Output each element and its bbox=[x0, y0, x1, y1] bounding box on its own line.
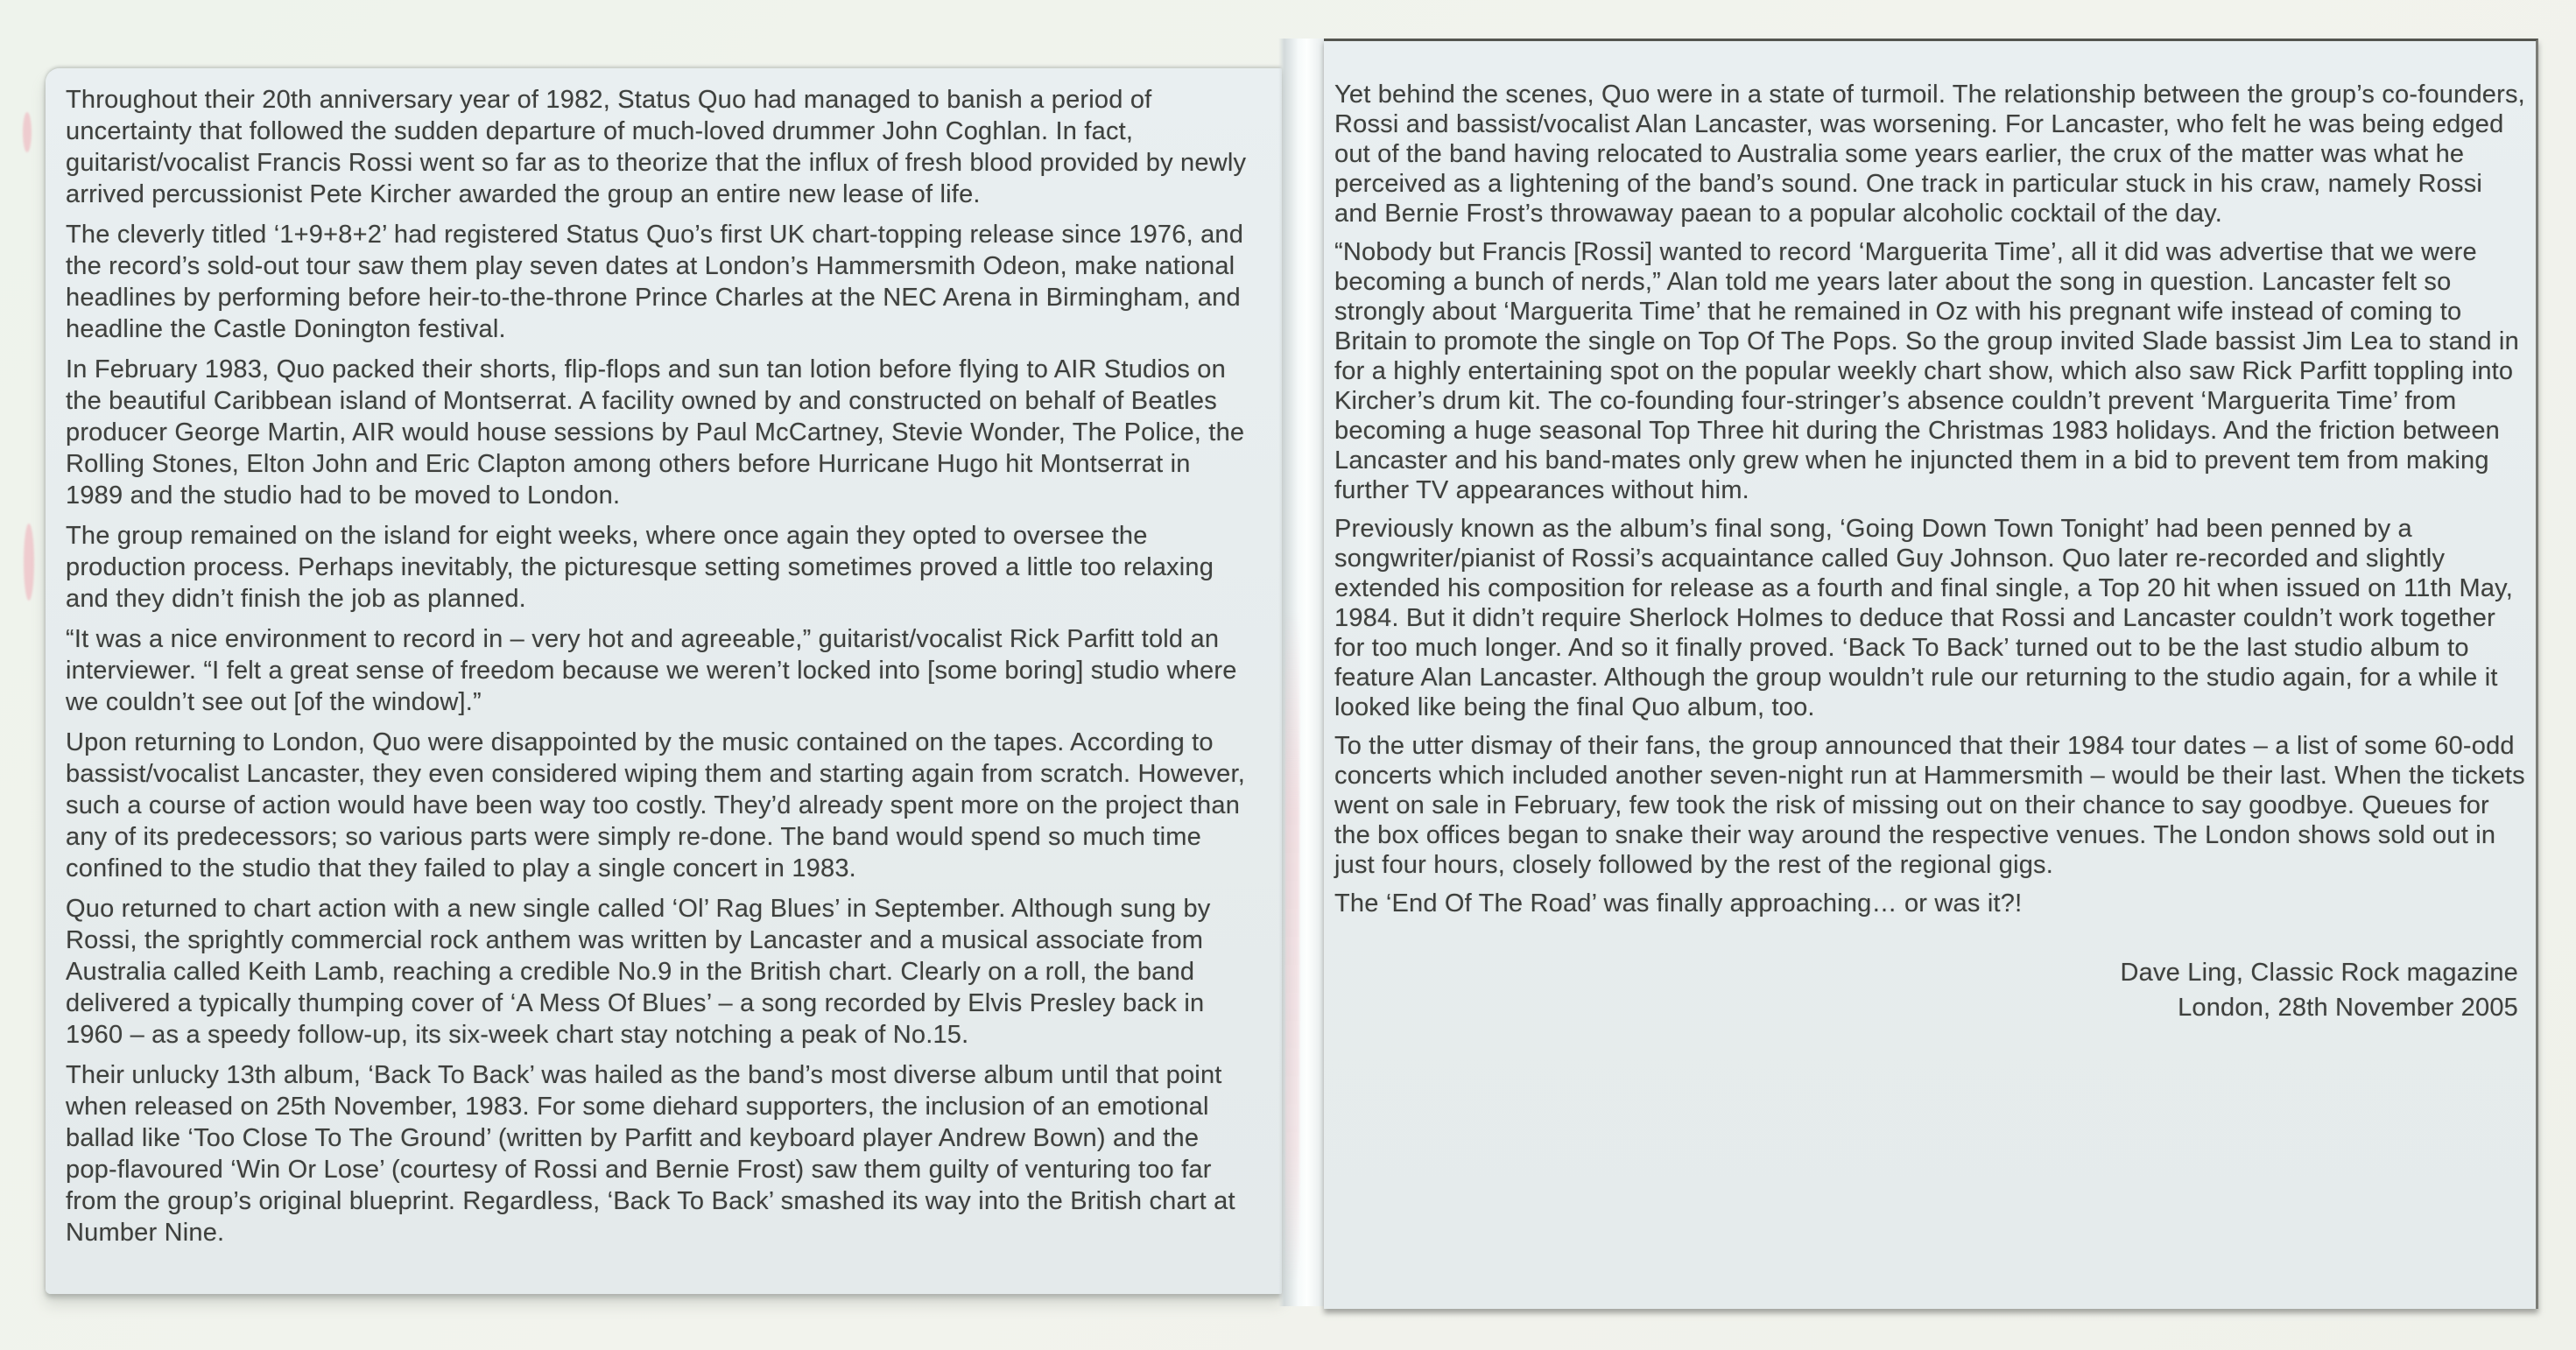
paragraph: Throughout their 20th anniversary year of 1982, Status Quo had managed to banish a period of uncertainty that followed the sudden departure of much-loved drummer John Coghlan. In fact, guitarist/vocalist Francis Rossi went so far as to theorize that the influx of fresh blood provided by newly arrived percussionist Pete Kircher awarded the group an entire new lease of life. bbox=[66, 86, 1247, 208]
paragraph: Quo returned to chart action with a new single called ‘Ol’ Rag Blues’ in September. Although sung by Rossi, the sprightly commercial rock anthem was written by Lancaster and a musical associate from Australia called Keith Lamb, reaching a credible No.9 in the British chart. Clearly on a roll, the band delivered a typically thumping cover of ‘A Mess Of Blues’ – a song recorded by Elvis Presley back in 1960 – as a speedy follow-up, its six-week chart stay notching a peak of No.15. bbox=[66, 895, 1211, 1049]
paragraph: “Nobody but Francis [Rossi] wanted to record ‘Marguerita Time’, all it did was advertise that we were becoming a bunch of nerds,” Alan told me years later about the song in question. Lancaster felt so strongly about ‘Marguerita Time’ that he remained in Oz with his pregnant wife instead of coming to Britain to promote the single on Top Of The Pops. So the group invited Slade bassist Jim Lea to stand in for a highly entertaining spot on the popular weekly chart show, which also saw Rick Parfitt toppling into Kircher’s drum kit. The co-founding four-stringer’s absence couldn’t prevent ‘Marguerita Time’ from becoming a huge seasonal Top Three hit during the Christmas 1983 holidays. And the friction between Lancaster and his band-mates only grew when he injuncted them in a bid to prevent tem from making further TV appearances without him. bbox=[1334, 238, 2519, 504]
paragraph: Previously known as the album’s final song, ‘Going Down Town Tonight’ had been penned by a songwriter/pianist of Rossi’s acquaintance called Guy Johnson. Quo later re-recorded and slightly extended his composition for release as a fourth and final single, a Top 20 hit when issued on 11th May, 1984. But it didn’t require Sherlock Holmes to deduce that Rossi and Lancaster couldn’t work together for too much longer. And so it finally proved. ‘Back To Back’ turned out to be the last studio album to feature Alan Lancaster. Although the group wouldn’t rule our returning to the studio again, for a while it looked like being the final Quo album, too. bbox=[1334, 515, 2513, 721]
right-page bbox=[1324, 39, 2538, 1309]
author-signature bbox=[1334, 955, 2525, 1025]
paragraph: The group remained on the island for eight weeks, where once again they opted to oversee the production process. Perhaps inevitably, the picturesque setting sometimes proved a little too relaxing and they didn’t finish the job as planned. bbox=[66, 522, 1214, 613]
scan-artifact-smudge bbox=[23, 112, 32, 152]
right-page-text-column bbox=[1334, 80, 2525, 1025]
scan-artifact-smudge bbox=[24, 524, 34, 601]
paragraph: The cleverly titled ‘1+9+8+2’ had registered Status Quo’s first UK chart-topping release since 1976, and the record’s sold-out tour saw them play seven dates at London’s Hammersmith Odeon, make national headlines by performing before heir-to-the-throne Prince Charles at the NEC Arena in Birmingham, and headline the Castle Donington festival. bbox=[66, 221, 1244, 343]
paragraph: Yet behind the scenes, Quo were in a state of turmoil. The relationship between the group’s co-founders, Rossi and bassist/vocalist Alan Lancaster, was worsening. For Lancaster, who felt he was being edged out of the band having relocated to Australia some years earlier, the crux of the matter was what he perceived as a lightening of the band’s sound. One track in particular stuck in his craw, namely Rossi and Bernie Frost’s throwaway paean to a popular alcoholic cocktail of the day. bbox=[1334, 81, 2525, 228]
paragraph: To the utter dismay of their fans, the group announced that their 1984 tour dates – a list of some 60-odd concerts which included another seven-night run at Hammersmith – would be their last. When the tickets went on sale in February, few took the risk of missing out on their chance to say goodbye. Queues for the box offices began to snake their way around the respective venues. The London shows sold out in just four hours, closely followed by the rest of the regional gigs. bbox=[1334, 732, 2525, 879]
signature-line-place-date: London, 28th November 2005 bbox=[2178, 994, 2518, 1022]
paragraph: The ‘End Of The Road’ was finally approaching… or was it?! bbox=[1334, 889, 2023, 918]
paragraph: “It was a nice environment to record in – very hot and agreeable,” guitarist/vocalist Rick Parfitt told an interviewer. “I felt a great sense of freedom because we weren’t locked into [some boring] studio where we couldn’t see out [of the window].” bbox=[66, 625, 1237, 716]
paragraph: Upon returning to London, Quo were disappointed by the music contained on the tapes. According to bassist/vocalist Lancaster, they even considered wiping them and starting again from scratch. However, such a course of action would have been way too costly. They’d already spent more on the project than any of its predecessors; so various parts were simply re-done. The band would spend so much time confined to the studio that they failed to play a single concert in 1983. bbox=[66, 728, 1246, 882]
paragraph: Their unlucky 13th album, ‘Back To Back’ was hailed as the band’s most diverse album until that point when released on 25th November, 1983. For some diehard supporters, the inclusion of an emotional ballad like ‘Too Close To The Ground’ (written by Parfitt and keyboard player Andrew Bown) and the pop-flavoured ‘Win Or Lose’ (courtesy of Rossi and Bernie Frost) saw them guilty of venturing too far from the group’s original blueprint. Regardless, ‘Back To Back’ smashed its way into the British chart at Number Nine. bbox=[66, 1061, 1235, 1247]
left-page bbox=[46, 68, 1282, 1294]
left-page-text-column bbox=[66, 84, 1255, 1257]
page-gutter-fold bbox=[1278, 39, 1327, 1306]
paragraph: In February 1983, Quo packed their shorts, flip-flops and sun tan lotion before flying to AIR Studios on the beautiful Caribbean island of Montserrat. A facility owned by and constructed on behalf of Beatles producer George Martin, AIR would house sessions by Paul McCartney, Stevie Wonder, The Police, the Rolling Stones, Elton John and Eric Clapton among others before Hurricane Hugo hit Montserrat in 1989 and the studio had to be moved to London. bbox=[66, 355, 1245, 510]
signature-line-author: Dave Ling, Classic Rock magazine bbox=[2120, 959, 2518, 987]
